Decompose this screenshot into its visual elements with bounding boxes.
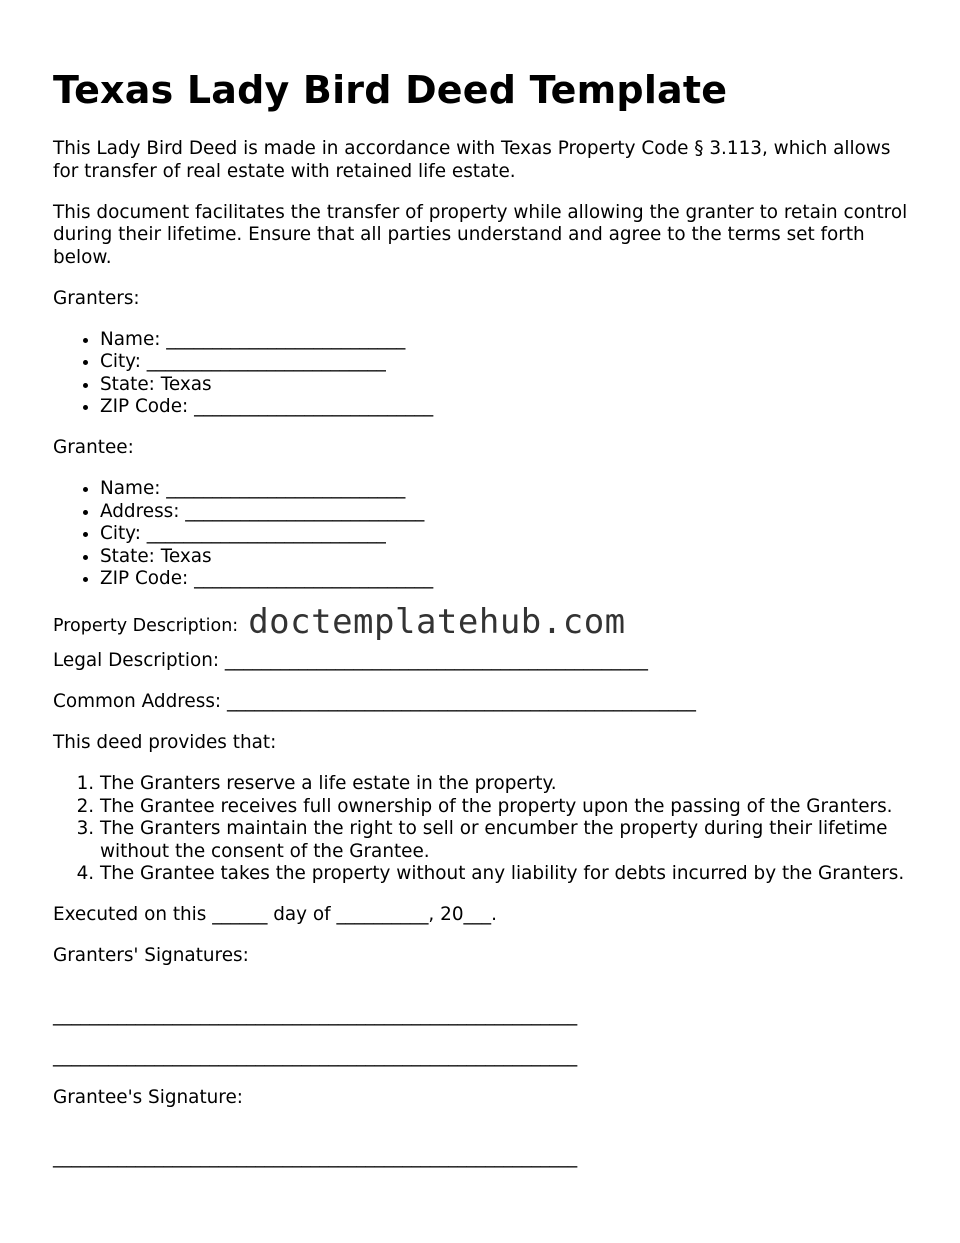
granters-list — [53, 329, 913, 419]
grantee-signature-label: Grantee's Signature: — [53, 1087, 243, 1108]
grantee-name-field: • Name: __________________________ — [100, 478, 913, 501]
granters-heading: Granters: — [53, 287, 140, 309]
granters-state-field: • State: Texas — [100, 374, 913, 397]
page-title: Texas Lady Bird Deed Template — [53, 68, 728, 112]
property-description-row — [53, 602, 913, 642]
granters-signatures-label: Granters' Signatures: — [53, 945, 249, 966]
intro-paragraph: This document facilitates the transfer of property while allowing the granter to retain control during their lifetime. Ensure that all parties understand and agree to the terms set forth below. — [53, 201, 908, 268]
executed-date-line: Executed on this ______ day of __________, 20___. — [53, 904, 497, 925]
provision-item: 3. The Granters maintain the right to sell or encumber the property during their lifetime without the consent of the Grantee. — [100, 818, 913, 863]
intro-paragraph: This Lady Bird Deed is made in accordance with Texas Property Code § 3.113, which allows for transfer of real estate with retained life estate. — [53, 138, 891, 182]
common-address-field: Common Address: ___________________________________________________ — [53, 691, 696, 712]
granters-city-field: • City: __________________________ — [100, 351, 913, 374]
grantee-address-field: • Address: __________________________ — [100, 501, 913, 524]
watermark-text: doctemplatehub.com — [248, 602, 626, 642]
grantee-heading: Grantee: — [53, 437, 134, 458]
granters-signature-line: _________________________________________________________ — [53, 1005, 578, 1026]
granters-signature-line: _________________________________________________________ — [53, 1046, 578, 1067]
granters-zip-field: • ZIP Code: __________________________ — [100, 396, 913, 419]
grantee-state-field: • State: Texas — [100, 546, 913, 569]
grantee-signature-line: _________________________________________________________ — [53, 1147, 578, 1168]
grantee-city-field: • City: __________________________ — [100, 523, 913, 546]
provision-item: 4. The Grantee takes the property without any liability for debts incurred by the Granters. — [100, 863, 913, 886]
grantee-zip-field: • ZIP Code: __________________________ — [100, 568, 913, 591]
provisions-list — [53, 773, 913, 886]
provisions-heading: This deed provides that: — [53, 732, 277, 753]
provision-item: 1. The Granters reserve a life estate in the property. — [100, 773, 913, 796]
provision-item: 2. The Grantee receives full ownership of the property upon the passing of the Granters. — [100, 796, 913, 819]
granters-name-field: • Name: __________________________ — [100, 329, 913, 352]
property-description-label: Property Description: — [53, 616, 239, 636]
grantee-list — [53, 478, 913, 591]
legal-description-field: Legal Description: ______________________________________________ — [53, 650, 648, 671]
document-body — [53, 138, 913, 1188]
